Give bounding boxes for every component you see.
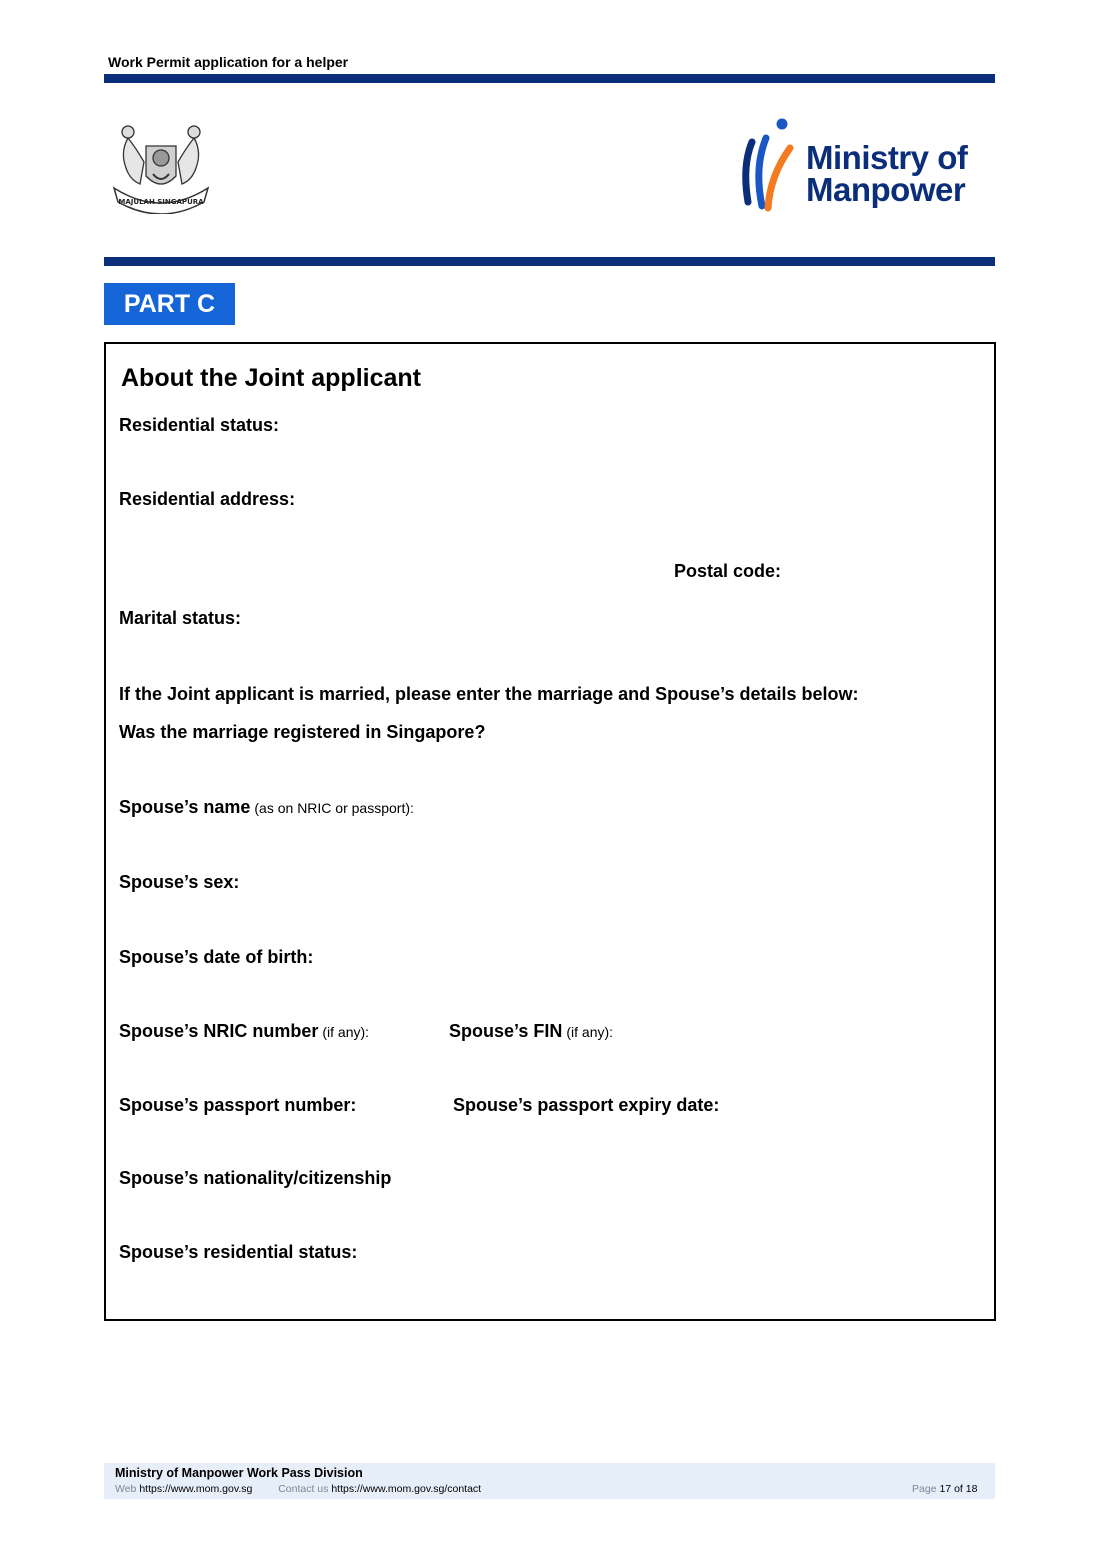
logo-line-2: Manpower [806, 171, 966, 208]
page-label: Page [912, 1483, 937, 1495]
postal-code-label: Postal code: [674, 561, 782, 581]
logo-line-1: Ministry of [806, 139, 968, 176]
spouse-nric-note: (if any): [322, 1024, 370, 1040]
spouse-fin-text: Spouse’s FIN [449, 1021, 563, 1041]
spouse-sex-label: Spouse’s sex: [119, 872, 240, 892]
document-header-title: Work Permit application for a helper [108, 54, 349, 70]
footer-contact-label: Contact us [278, 1483, 329, 1495]
singapore-crest-icon [106, 118, 216, 214]
page-total: 18 [965, 1483, 978, 1495]
marriage-registered-label: Was the marriage registered in Singapore? [119, 722, 486, 742]
spouse-name-note: (as on NRIC or passport): [254, 800, 414, 816]
header-divider [104, 74, 995, 83]
married-instruction: If the Joint applicant is married, please enter the marriage and Spouse’s details below: [119, 684, 859, 704]
footer-web-link[interactable]: https://www.mom.gov.sg [139, 1483, 253, 1495]
spouse-name-text: Spouse’s name [119, 797, 251, 817]
spouse-nationality-label: Spouse’s nationality/citizenship [119, 1168, 392, 1188]
spouse-nric-label [119, 1021, 369, 1042]
spouse-passport-number-label: Spouse’s passport number: [119, 1095, 357, 1115]
marital-status-label: Marital status: [119, 608, 242, 628]
page-current: 17 [939, 1483, 952, 1495]
residential-status-label: Residential status: [119, 415, 280, 435]
spouse-residential-status-label: Spouse’s residential status: [119, 1242, 358, 1262]
part-badge: PART C [104, 283, 235, 325]
spouse-fin-note: (if any): [566, 1024, 614, 1040]
mom-logo-text [806, 139, 968, 208]
footer-web-label: Web [115, 1483, 137, 1495]
section-divider [104, 257, 995, 266]
footer-contact-link[interactable]: https://www.mom.gov.sg/contact [331, 1483, 482, 1495]
residential-address-label: Residential address: [119, 489, 296, 509]
spouse-nric-text: Spouse’s NRIC number [119, 1021, 319, 1041]
section-title: About the Joint applicant [121, 364, 421, 392]
spouse-dob-label: Spouse’s date of birth: [119, 947, 314, 967]
spouse-passport-expiry-label: Spouse’s passport expiry date: [453, 1095, 720, 1115]
footer-links [115, 1483, 481, 1495]
spouse-fin-label [449, 1021, 613, 1042]
svg-text:MAJULAH SINGAPURA: MAJULAH SINGAPURA [118, 198, 204, 206]
footer-title: Ministry of Manpower Work Pass Division [115, 1466, 363, 1480]
spouse-name-label [119, 797, 414, 818]
page-of: of [954, 1483, 963, 1495]
page-number [912, 1483, 977, 1495]
